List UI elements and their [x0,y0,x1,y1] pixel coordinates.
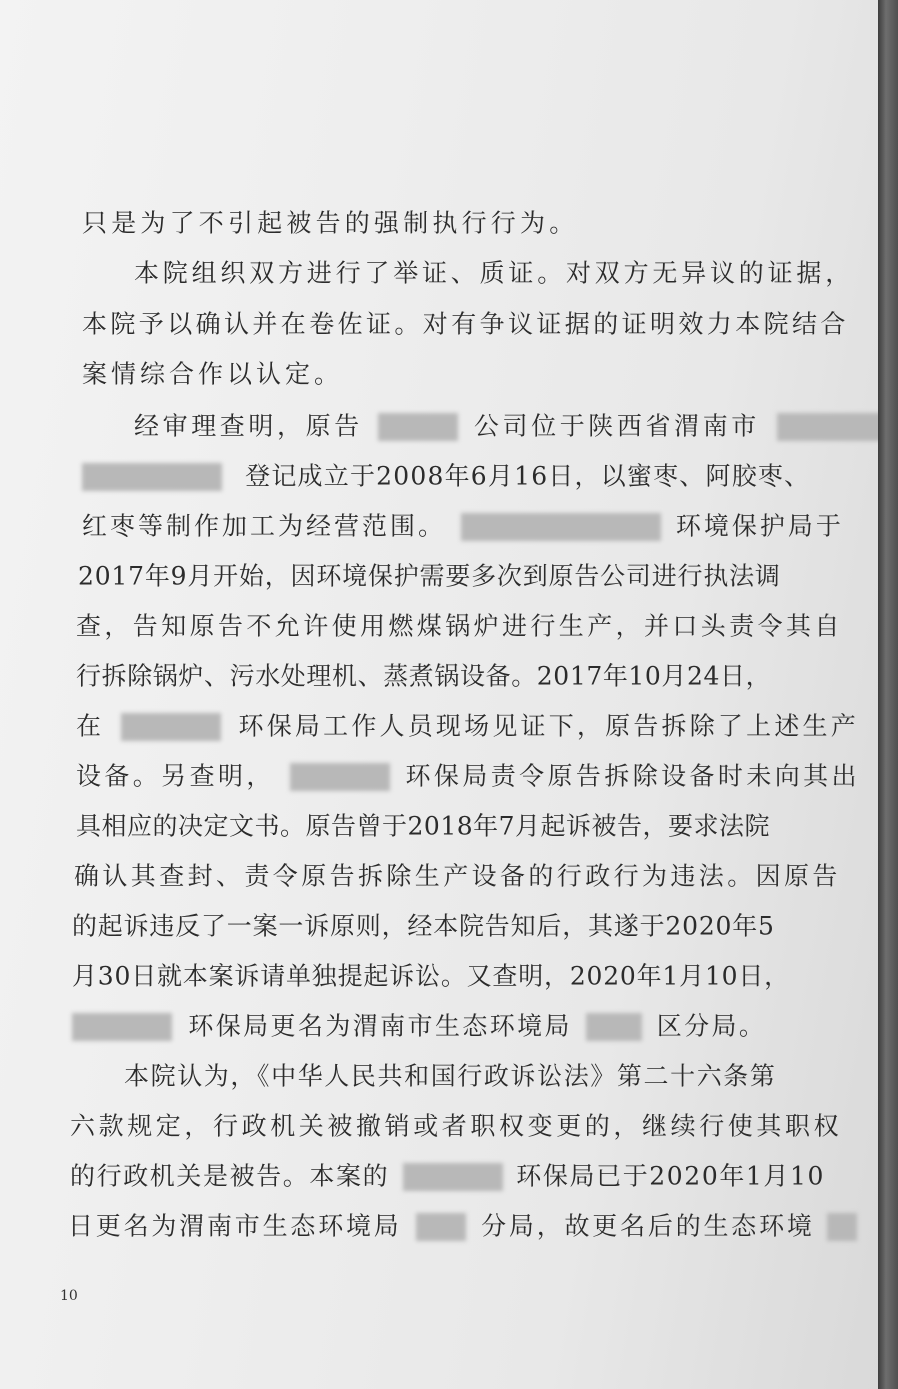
text-segment: 环保局更名为渭南市生态环境局 [188,1011,572,1041]
text-line [72,958,790,992]
text-line [70,1158,825,1192]
text-segment: 查，告知原告不允许使用燃煤锅炉进行生产，并口头责令其自 [76,611,843,641]
text-line [70,1108,842,1142]
text-segment: 行拆除锅炉、污水处理机、蒸煮锅设备。2017年10月24日， [76,661,772,691]
redaction-block [121,713,221,741]
text-segment: 六款规定，行政机关被撤销或者职权变更的，继续行使其职权 [70,1111,843,1141]
text-segment: 环保局工作人员现场见证下，原告拆除了上述生产 [238,711,859,741]
text-line [82,458,810,492]
redaction-block [378,413,458,441]
text-segment: 2017年9月开始，因环境保护需要多次到原告公司进行执法调 [78,561,781,591]
text-segment: 登记成立于2008年6月16日，以蜜枣、阿胶枣、 [245,461,811,491]
text-segment: 本院予以确认并在卷佐证。对有争议证据的证明效力本院结合 [82,309,849,339]
redaction-block [777,413,887,441]
text-line [72,908,775,942]
text-segment: 环境保护局于 [675,511,844,541]
redaction-block [461,513,661,541]
text-segment: 红枣等制作加工为经营范围。 [82,511,447,541]
text-segment: 只是为了不引起被告的强制执行行为。 [82,208,579,238]
text-line [76,708,859,742]
text-segment: 本院认为，《中华人民共和国行政诉讼法》第二十六条第 [124,1061,777,1091]
redaction-block [827,1213,857,1241]
text-segment: 设备。另查明， [76,761,275,791]
text-line [78,558,781,592]
text-segment: 在 [76,711,105,741]
text-line [76,658,771,692]
redaction-block [290,763,390,791]
text-line [82,205,578,239]
text-line [76,758,860,792]
text-segment: 本院组织双方进行了举证、质证。对双方无异议的证据， [134,258,855,288]
text-line [76,608,843,642]
text-segment: 具相应的决定文书。原告曾于2018年7月起诉被告，要求法院 [76,811,771,841]
text-segment: 案情综合作以认定。 [82,359,344,389]
text-segment: 公司位于陕西省渭南市 [473,411,760,441]
text-line [82,356,343,390]
text-segment: 经审理查明，原告 [134,411,363,441]
text-segment: 区分局。 [656,1011,767,1041]
text-line [76,808,770,842]
text-segment: 的起诉违反了一案一诉原则，经本院告知后，其遂于2020年5 [72,911,775,941]
text-segment: 环保局已于2020年1月10 [516,1161,826,1191]
text-line [134,255,854,289]
text-line [68,1208,857,1242]
page-number: 10 [60,1288,78,1304]
redaction-block [82,463,222,491]
redaction-block [416,1213,466,1241]
text-segment: 月30日就本案诉请单独提起诉讼。又查明，2020年1月10日， [72,961,790,991]
text-line [72,1008,766,1042]
text-line [82,508,844,542]
text-line [124,1058,777,1092]
redaction-block [403,1163,503,1191]
text-line [134,408,887,442]
page-edge-shadow [878,0,898,1389]
text-line [74,858,841,892]
redaction-block [586,1013,642,1041]
text-segment: 确认其查封、责令原告拆除生产设备的行政行为违法。因原告 [74,861,841,891]
redaction-block [72,1013,172,1041]
text-segment: 的行政机关是被告。本案的 [70,1161,390,1191]
text-segment: 分局，故更名后的生态环境 [481,1211,815,1241]
text-line [82,306,849,340]
text-segment: 环保局责令原告拆除设备时未向其出 [405,761,860,791]
text-segment: 日更名为渭南市生态环境局 [68,1211,402,1241]
